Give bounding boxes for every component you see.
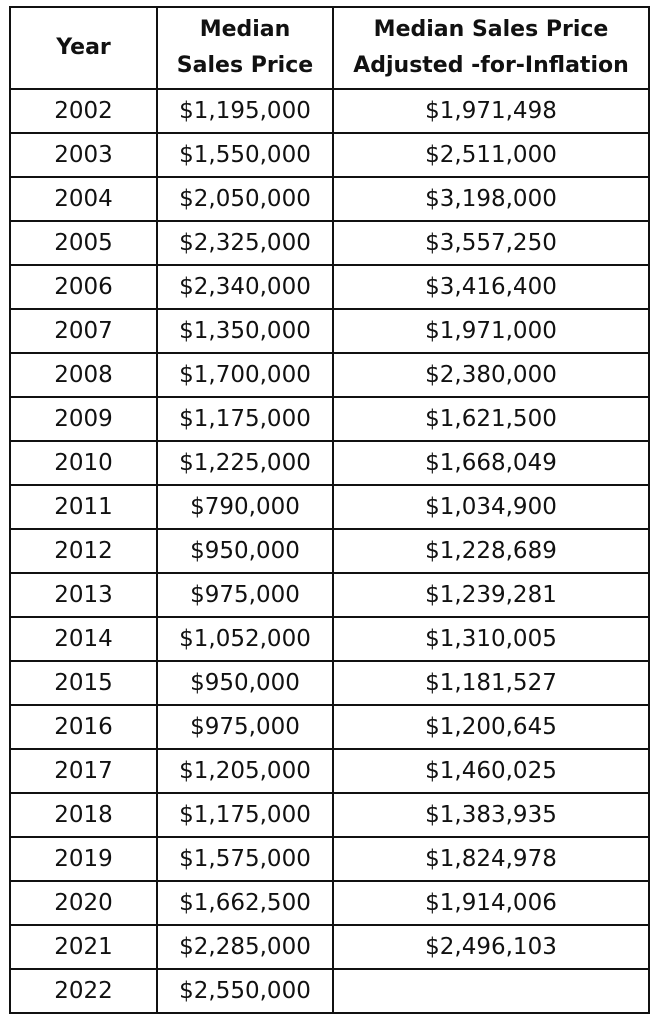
table-row [10,881,649,925]
table-row [10,309,649,353]
adjusted-price-cell: $1,824,978 [333,837,649,881]
adjusted-price-cell: $1,181,527 [333,661,649,705]
adjusted-price-cell: $1,460,025 [333,749,649,793]
adjusted-price-cell: $1,971,000 [333,309,649,353]
year-cell: 2022 [10,969,157,1013]
table-row [10,441,649,485]
table-row [10,705,649,749]
median-price-cell: $2,340,000 [157,265,333,309]
table-row [10,969,649,1013]
median-price-cell: $1,350,000 [157,309,333,353]
median-price-cell: $790,000 [157,485,333,529]
year-column-header [10,7,157,89]
year-cell: 2014 [10,617,157,661]
median-price-cell: $950,000 [157,661,333,705]
year-cell: 2009 [10,397,157,441]
median-price-cell: $1,205,000 [157,749,333,793]
median-price-cell: $1,550,000 [157,133,333,177]
year-cell: 2016 [10,705,157,749]
year-header-label: Year [56,35,111,60]
table-row [10,397,649,441]
table-header-row [10,7,649,89]
year-cell: 2021 [10,925,157,969]
year-cell: 2008 [10,353,157,397]
table-row [10,177,649,221]
median-price-cell: $1,225,000 [157,441,333,485]
table-row [10,265,649,309]
year-cell: 2005 [10,221,157,265]
year-cell: 2020 [10,881,157,925]
median-price-cell: $950,000 [157,529,333,573]
year-cell: 2003 [10,133,157,177]
table-row [10,749,649,793]
year-cell: 2013 [10,573,157,617]
adjusted-price-cell: $1,034,900 [333,485,649,529]
adjusted-price-cell: $2,496,103 [333,925,649,969]
table-row [10,529,649,573]
year-cell: 2007 [10,309,157,353]
median-price-cell: $975,000 [157,705,333,749]
adjusted-price-cell: $1,228,689 [333,529,649,573]
median-price-cell: $2,285,000 [157,925,333,969]
year-cell: 2002 [10,89,157,133]
year-cell: 2006 [10,265,157,309]
adjusted-price-cell: $1,383,935 [333,793,649,837]
table-row [10,133,649,177]
year-cell: 2017 [10,749,157,793]
price-table-container [9,6,650,1014]
adjusted-price-cell: $1,310,005 [333,617,649,661]
table-row [10,661,649,705]
table-row [10,485,649,529]
median-price-cell: $2,325,000 [157,221,333,265]
median-price-cell: $1,175,000 [157,793,333,837]
table-row [10,617,649,661]
year-cell: 2004 [10,177,157,221]
median-price-cell: $1,700,000 [157,353,333,397]
year-cell: 2012 [10,529,157,573]
median-sales-price-table [9,6,650,1014]
adjusted-price-cell: $1,200,645 [333,705,649,749]
adjusted-price-cell: $1,914,006 [333,881,649,925]
table-body [10,89,649,1013]
median-price-cell: $975,000 [157,573,333,617]
median-price-cell: $1,195,000 [157,89,333,133]
adjusted-price-cell: $3,198,000 [333,177,649,221]
median-price-cell: $2,550,000 [157,969,333,1013]
table-row [10,89,649,133]
year-cell: 2019 [10,837,157,881]
table-row [10,573,649,617]
adjusted-price-column-header [333,7,649,89]
adjusted-price-cell [333,969,649,1013]
adjusted-price-cell: $1,621,500 [333,397,649,441]
year-cell: 2011 [10,485,157,529]
median-price-cell: $1,662,500 [157,881,333,925]
table-row [10,925,649,969]
median-price-cell: $1,052,000 [157,617,333,661]
adjusted-price-cell: $2,511,000 [333,133,649,177]
median-price-cell: $1,175,000 [157,397,333,441]
adjusted-price-cell: $1,668,049 [333,441,649,485]
year-cell: 2015 [10,661,157,705]
median-sales-price-column-header [157,7,333,89]
median-header-line-2: Sales Price [176,53,314,78]
median-price-cell: $1,575,000 [157,837,333,881]
adjusted-header-line-2: Adjusted -for-Inflation [353,53,629,78]
adjusted-price-cell: $1,239,281 [333,573,649,617]
year-cell: 2018 [10,793,157,837]
adjusted-price-cell: $3,557,250 [333,221,649,265]
adjusted-header-line-1: Median Sales Price [373,17,609,42]
adjusted-price-cell: $2,380,000 [333,353,649,397]
adjusted-price-cell: $1,971,498 [333,89,649,133]
year-cell: 2010 [10,441,157,485]
table-row [10,221,649,265]
table-row [10,793,649,837]
adjusted-price-cell: $3,416,400 [333,265,649,309]
table-row [10,353,649,397]
table-row [10,837,649,881]
median-header-line-1: Median [199,17,291,42]
median-price-cell: $2,050,000 [157,177,333,221]
